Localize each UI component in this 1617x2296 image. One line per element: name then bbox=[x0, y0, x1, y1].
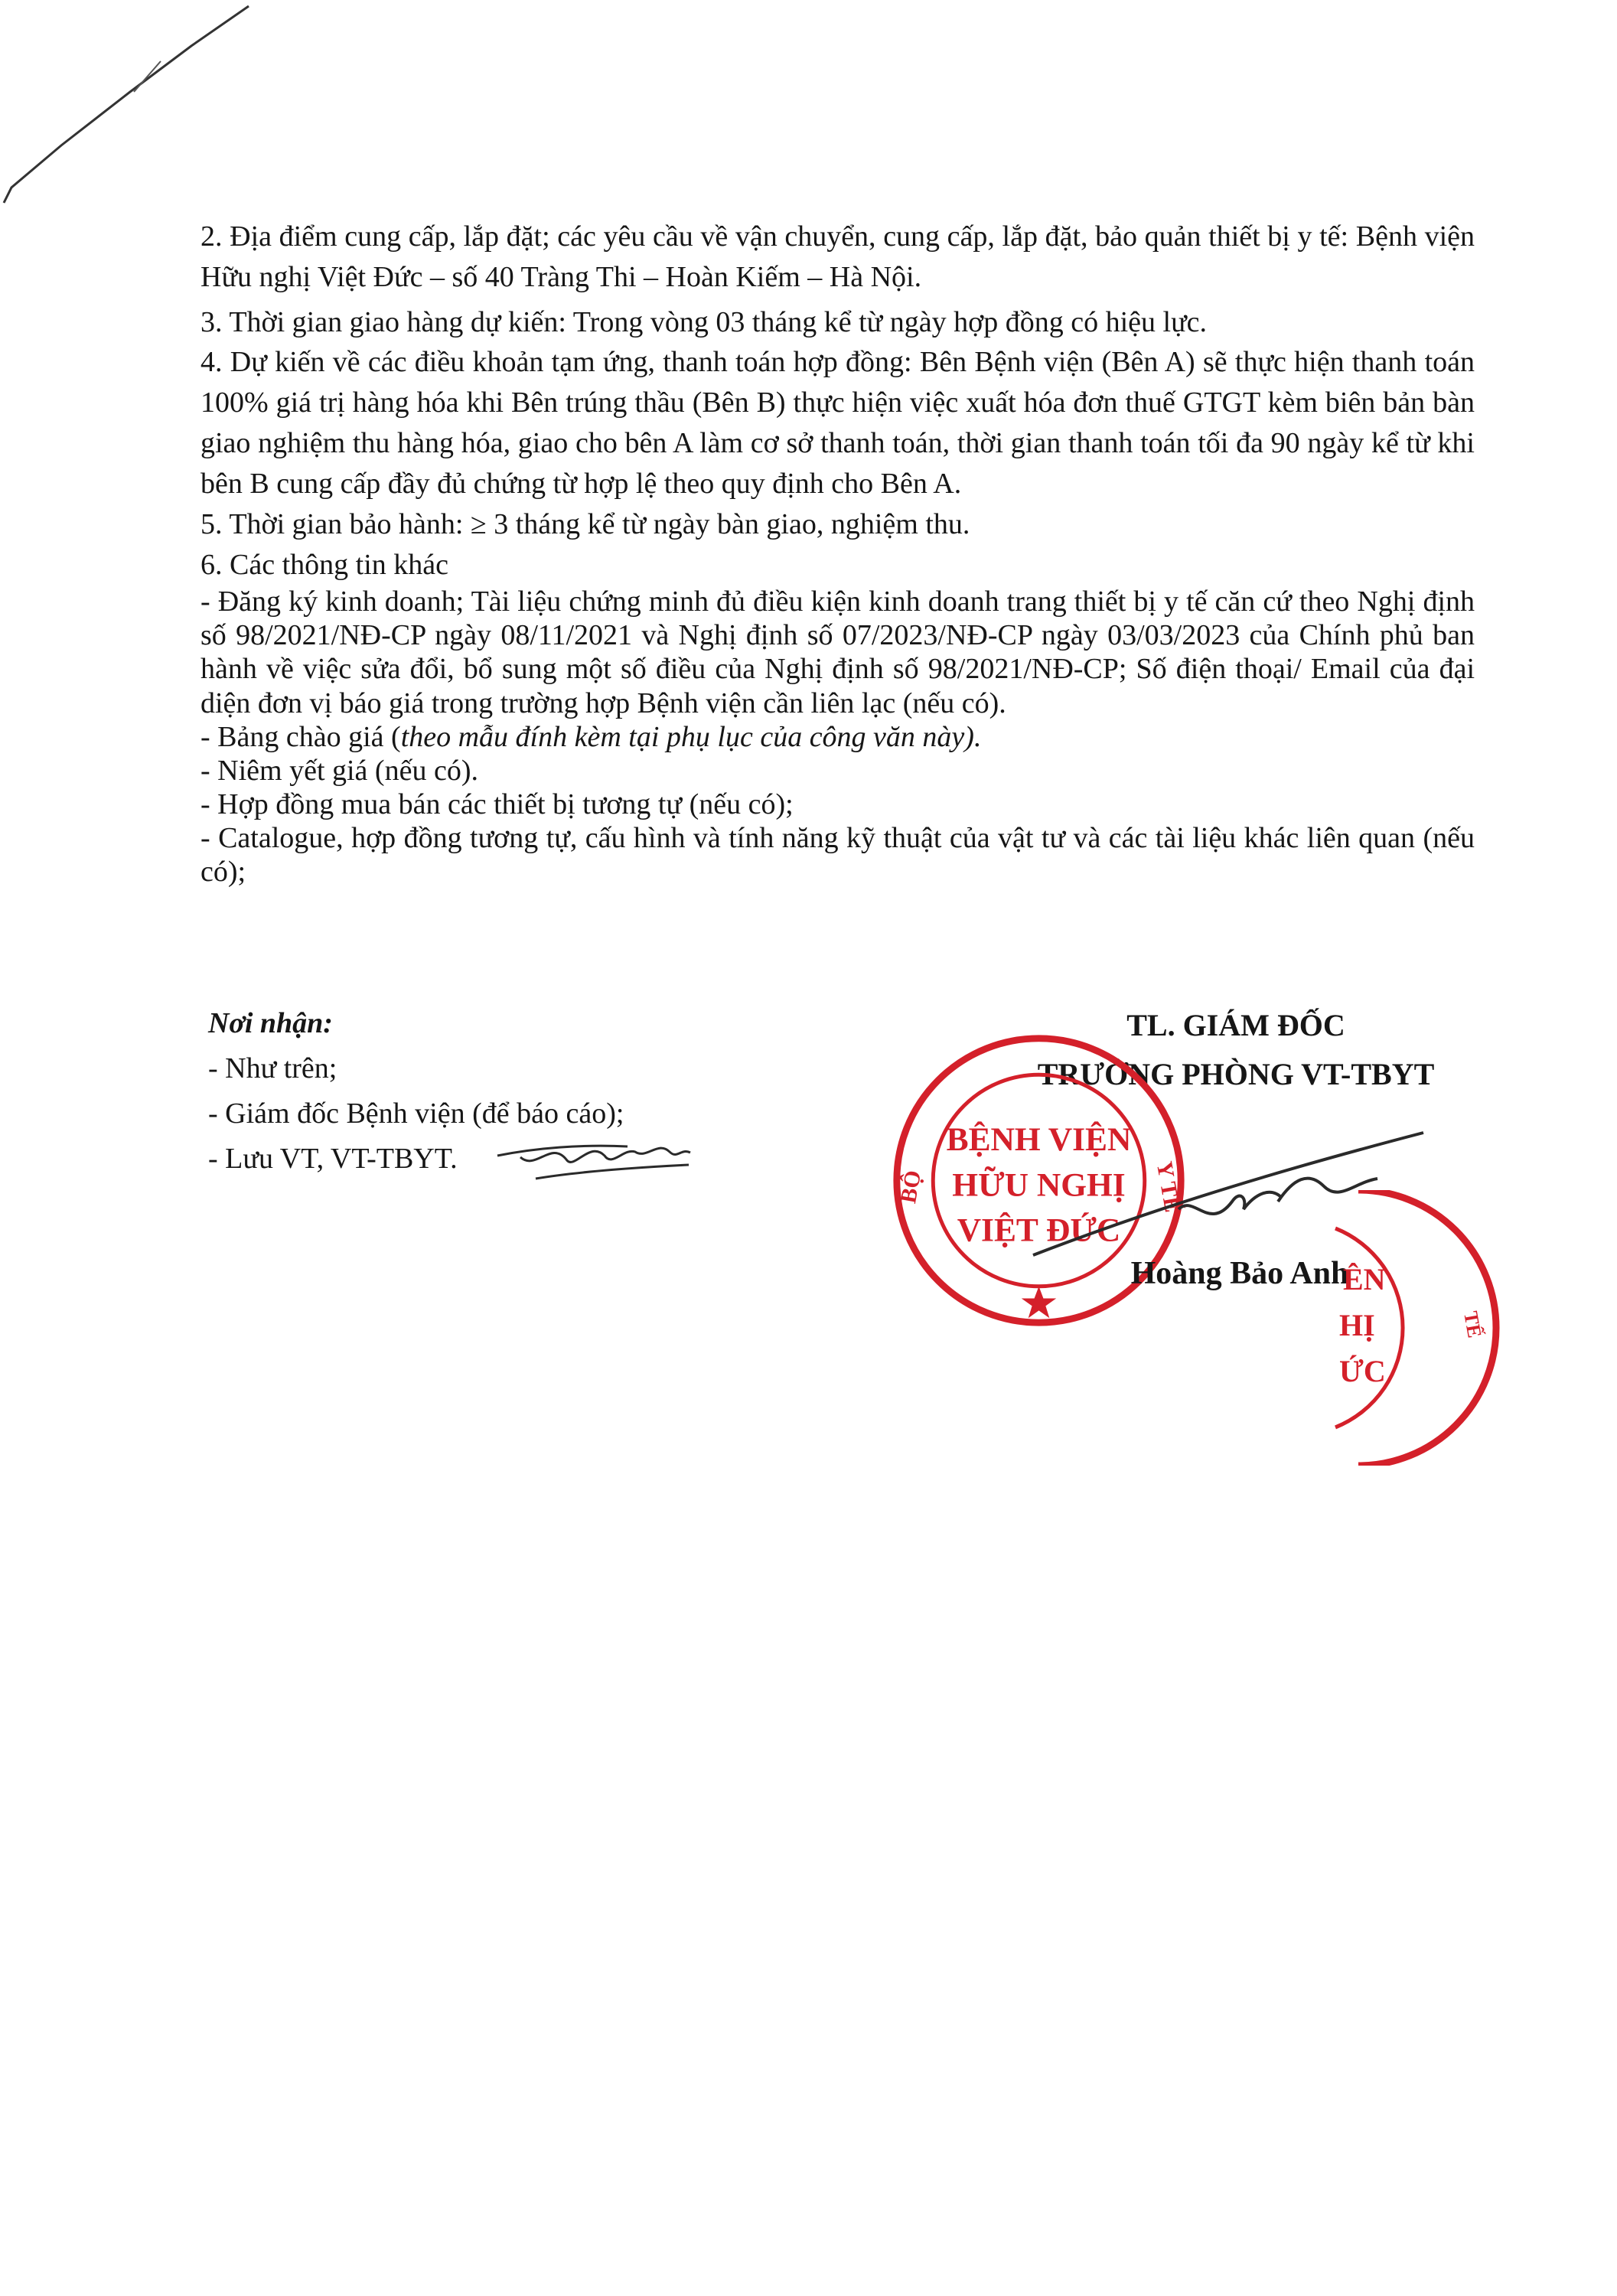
partial-stamp-line-1: ÊN bbox=[1343, 1262, 1386, 1296]
signer-position: TRƯỞNG PHÒNG VT-TBYT bbox=[1037, 1057, 1435, 1091]
paragraph-delivery-location: 2. Địa điểm cung cấp, lắp đặt; các yêu cầu về vận chuyển, cung cấp, lắp đặt, bảo quản thiết bị y tế: Bệnh viện Hữu nghị Việt Đức – số 40 Tràng Thi – Hoàn Kiếm – Hà Nội. bbox=[200, 220, 1475, 293]
paragraph-warranty: 5. Thời gian bảo hành: ≥ 3 tháng kể từ ngày bàn giao, nghiệm thu. bbox=[200, 507, 970, 540]
paragraph-catalogue: - Catalogue, hợp đồng tương tự, cấu hình và tính năng kỹ thuật của vật tư và các tài liệu khác liên quan (nếu có); bbox=[200, 821, 1475, 888]
recipients-heading: Nơi nhận: bbox=[208, 1007, 333, 1039]
document-body bbox=[200, 217, 1475, 889]
recipient-item: - Lưu VT, VT-TBYT. bbox=[208, 1142, 458, 1175]
paragraph-price-listing: - Niêm yết giá (nếu có). bbox=[200, 754, 478, 787]
stamp-line-3: VIỆT ĐỨC bbox=[957, 1212, 1121, 1249]
paragraph-other-info: 6. Các thông tin khác bbox=[200, 548, 448, 581]
quotation-prefix: - Bảng chào giá ( bbox=[200, 720, 401, 753]
recipient-item: - Giám đốc Bệnh viện (để báo cáo); bbox=[208, 1097, 624, 1130]
paragraph-similar-contracts: - Hợp đồng mua bán các thiết bị tương tự (nếu có); bbox=[200, 788, 794, 820]
partial-hospital-stamp bbox=[1328, 1190, 1557, 1466]
paragraph-delivery-time: 3. Thời gian giao hàng dự kiến: Trong vòng 03 tháng kể từ ngày hợp đồng có hiệu lực. bbox=[200, 305, 1208, 338]
quotation-note: theo mẫu đính kèm tại phụ lục của công văn này). bbox=[400, 720, 982, 753]
paragraph-payment-terms: 4. Dự kiến về các điều khoản tạm ứng, thanh toán hợp đồng: Bên Bệnh viện (Bên A) sẽ thực hiện thanh toán 100% giá trị hàng hóa khi Bên trúng thầu (Bên B) thực hiện việc xuất hóa đơn thuế GTGT kèm biên bản bàn giao nghiệm thu hàng hóa, giao cho bên A làm cơ sở thanh toán, thời gian thanh toán tối đa 90 ngày kể từ khi bên B cung cấp đầy đủ chứng từ hợp lệ theo quy định cho Bên A. bbox=[200, 346, 1475, 500]
partial-stamp-line-2: HỊ bbox=[1339, 1308, 1375, 1342]
recipient-item: - Như trên; bbox=[208, 1052, 337, 1084]
paragraph-quotation bbox=[200, 720, 1475, 754]
paragraph-business-registration: - Đăng ký kinh doanh; Tài liệu chứng minh đủ điều kiện kinh doanh trang thiết bị y tế căn cứ theo Nghị định số 98/2021/NĐ-CP ngày 08/11/2021 và Nghị định số 07/2023/NĐ-CP ngày 03/03/2023 của Chính phủ ban hành về việc sửa đổi, bổ sung một số điều của Nghị định số 98/2021/NĐ-CP; Số điện thoại/ Email của đại diện đơn vị báo giá trong trường hợp Bệnh viện cần liên lạc (nếu có). bbox=[200, 585, 1475, 719]
stamp-line-2: HỮU NGHỊ bbox=[952, 1166, 1126, 1204]
initials-signature bbox=[490, 1125, 696, 1186]
stamp-line-1: BỆNH VIỆN bbox=[946, 1121, 1132, 1158]
scan-artifact-line bbox=[0, 0, 253, 230]
signer-name: Hoàng Bảo Anh bbox=[1130, 1256, 1349, 1291]
stamp-ring-left: BỘ bbox=[896, 1168, 927, 1205]
stamp-ring-right: Y TẾ bbox=[1151, 1159, 1185, 1215]
partial-stamp-ring: TẾ bbox=[1459, 1309, 1486, 1340]
stamp-star-icon bbox=[1022, 1287, 1056, 1318]
signer-title: TL. GIÁM ĐỐC bbox=[1126, 1008, 1345, 1042]
partial-stamp-line-3: ỨC bbox=[1339, 1354, 1386, 1388]
